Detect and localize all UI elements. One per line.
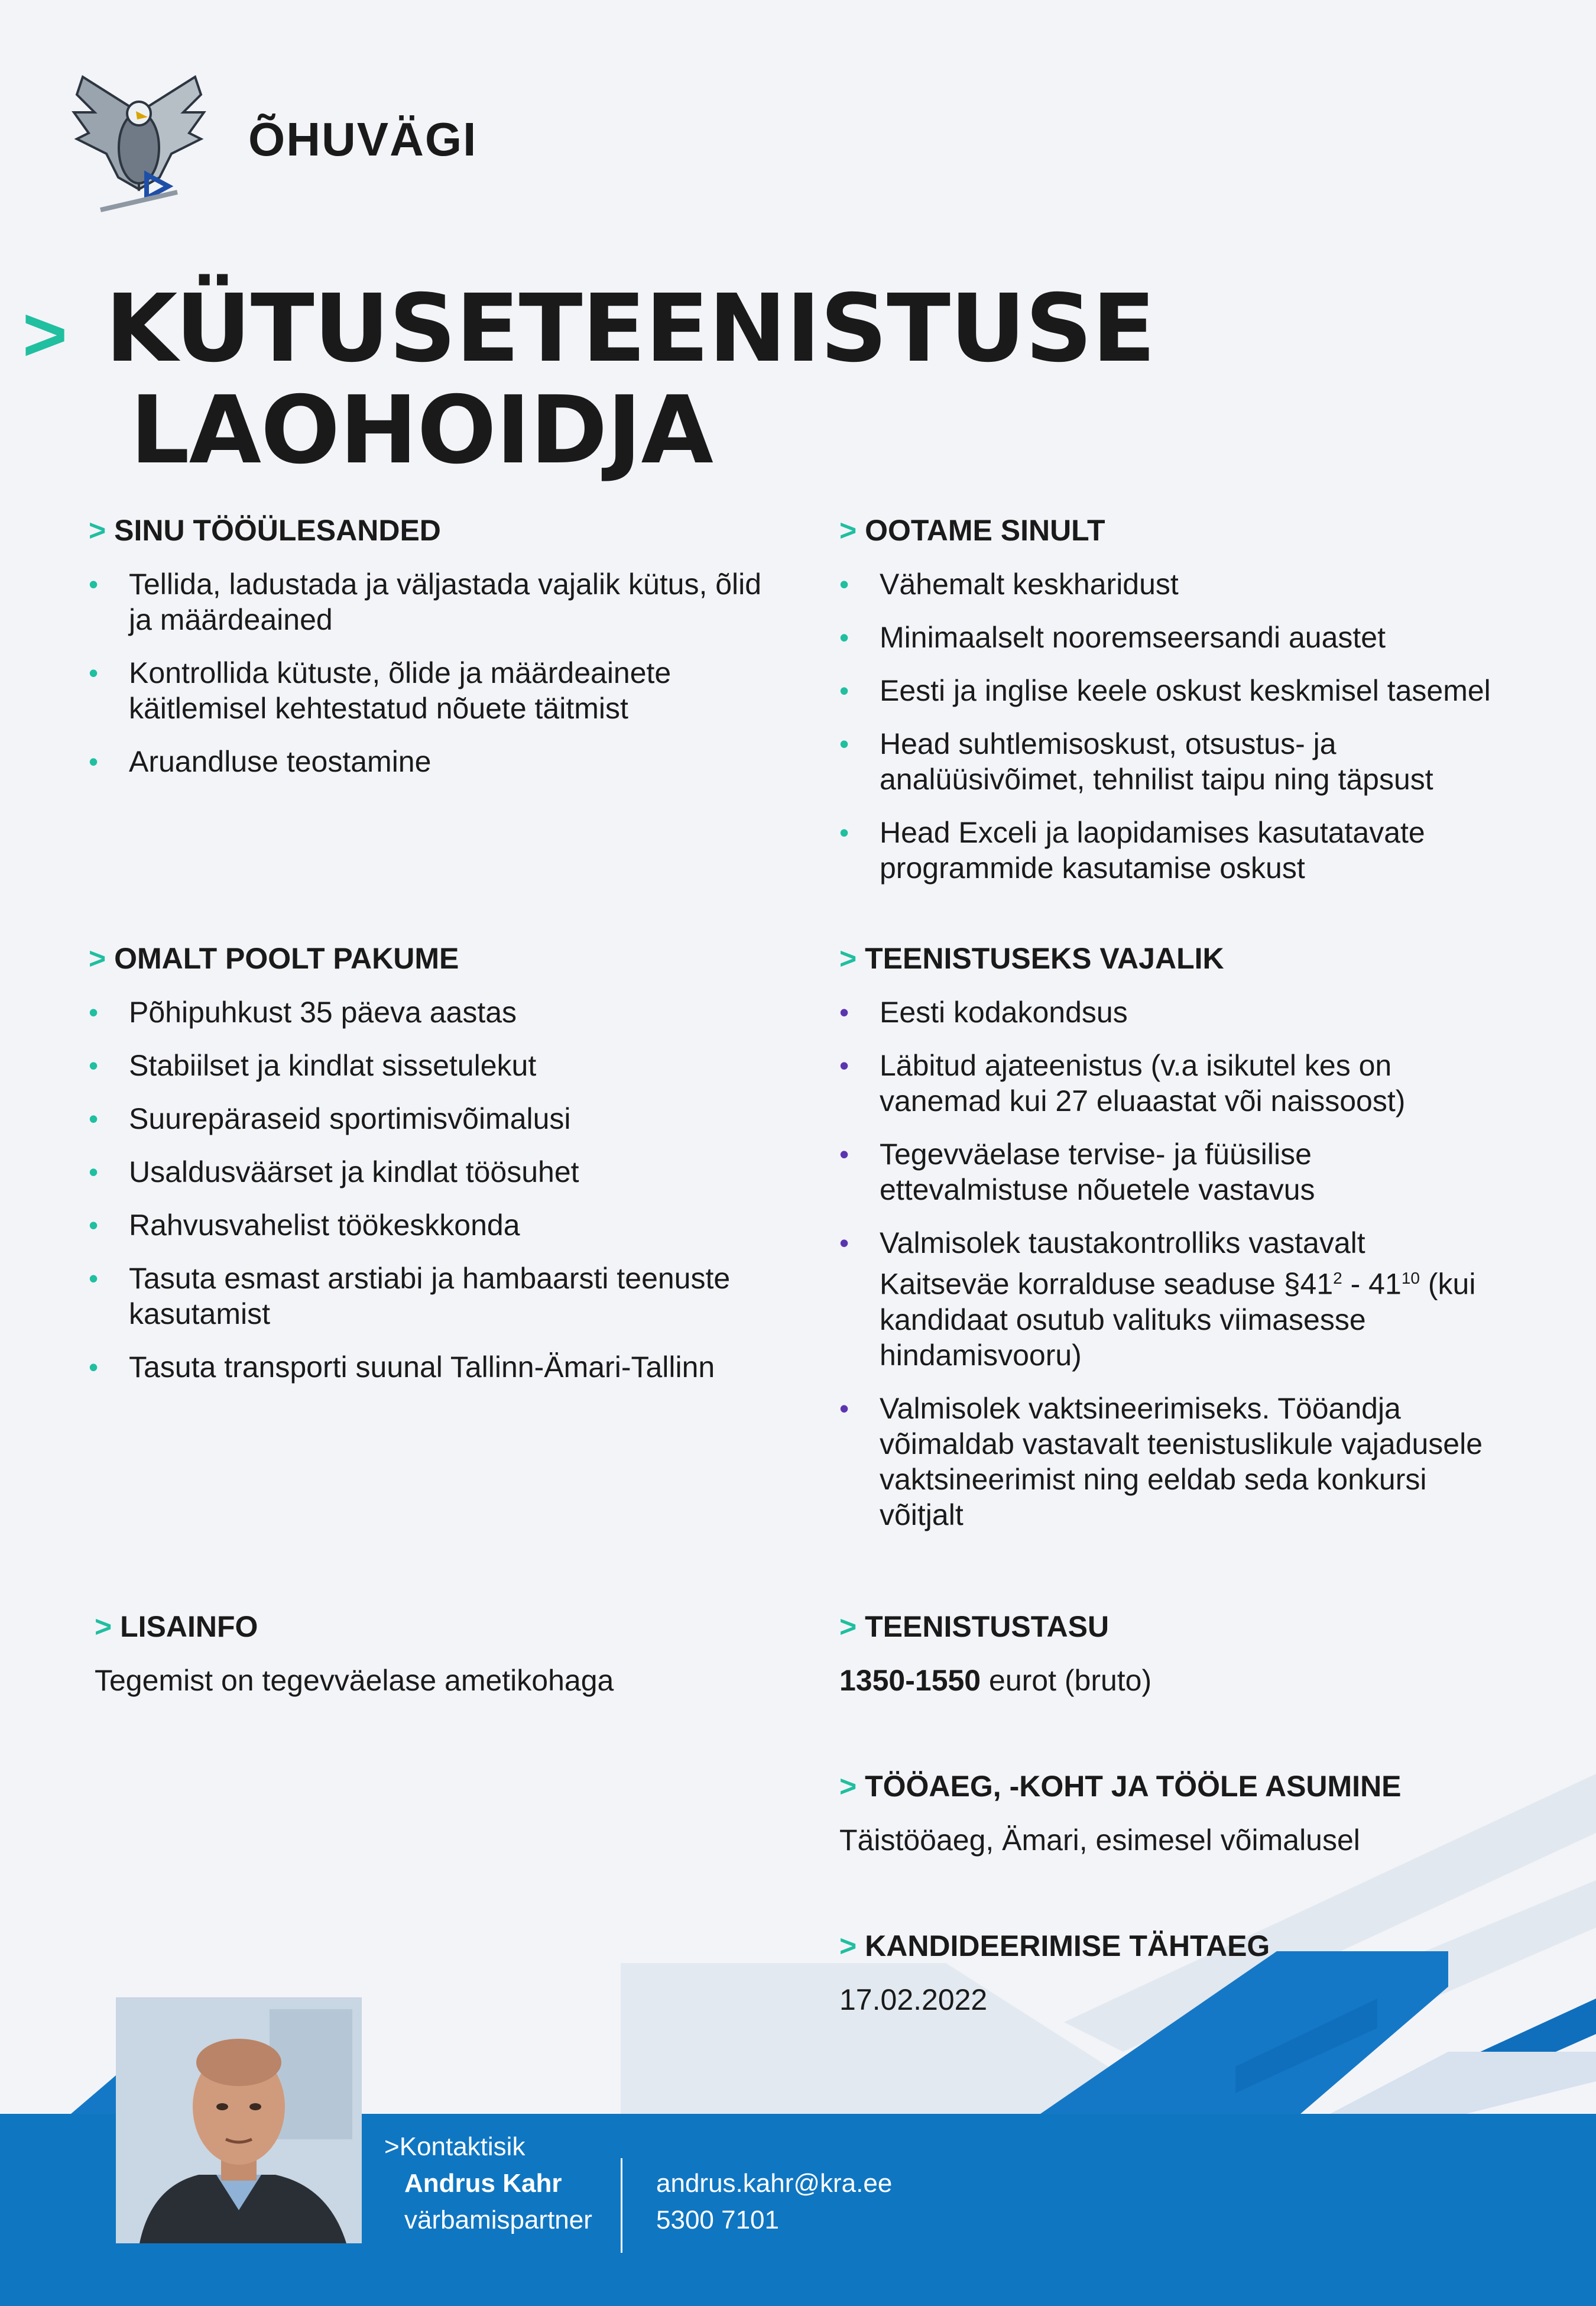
expect-list	[839, 566, 1501, 886]
list-item: • Head Exceli ja laopidamises kasutatavate programmide kasutamise oskust	[839, 815, 1501, 886]
contact-divider	[621, 2158, 622, 2253]
offer-list	[89, 995, 798, 1385]
list-item: • Põhipuhkust 35 päeva aastas	[89, 995, 798, 1030]
heading-marker: >	[839, 942, 857, 975]
contact-label: >Kontaktisik	[384, 2132, 525, 2161]
list-item: • Suurepäraseid sportimisvõimalusi	[89, 1101, 798, 1136]
superscript: 2	[1333, 1269, 1342, 1287]
list-item: • Tasuta transporti suunal Tallinn-Ämari-Tallinn	[89, 1349, 798, 1385]
contact-details	[656, 2165, 892, 2239]
contact-email[interactable]: andrus.kahr@kra.ee	[656, 2169, 893, 2198]
section-info	[95, 1609, 774, 1698]
heading-text: OOTAME SINULT	[865, 514, 1105, 547]
heading-text: SINU TÖÖÜLESANDED	[114, 514, 441, 547]
section-heading	[839, 1929, 1549, 1963]
bg-check-text: (kui kandidaat osutub valituks viimasesse hindamisvooru)	[880, 1267, 1476, 1372]
deadline-date: 17.02.2022	[839, 1983, 988, 2016]
section-heading	[95, 1609, 774, 1644]
heading-marker: >	[839, 1610, 857, 1643]
section-offer	[89, 941, 798, 1403]
worktime-text: Täistööaeg, Ämari, esimesel võimalusel	[839, 1824, 1360, 1857]
heading-marker: >	[839, 514, 857, 547]
section-heading	[839, 941, 1501, 976]
title-line-1: KÜTUSETEENISTUSE	[105, 274, 1156, 383]
heading-text: TEENISTUSTASU	[865, 1610, 1110, 1643]
section-heading	[89, 513, 768, 548]
heading-marker: >	[839, 1770, 857, 1803]
contact-block	[384, 2129, 592, 2239]
list-item: • Minimaalselt nooremseersandi auastet	[839, 620, 1501, 655]
section-salary	[839, 1609, 1501, 1698]
list-item-background-check	[839, 1225, 1501, 1373]
bg-check-text: Valmisolek taustakontrolliks vastavalt Kaitseväe korralduse seaduse §41	[880, 1226, 1365, 1301]
heading-marker: >	[839, 1929, 857, 1962]
section-expect	[839, 513, 1501, 903]
duties-list	[89, 566, 768, 779]
list-item: • Tellida, ladustada ja väljastada vajalik kütus, õlid ja määrdeained	[89, 566, 768, 637]
section-deadline	[839, 1929, 1549, 2017]
contact-person-photo-icon	[116, 1997, 362, 2243]
list-item: • Valmisolek vaktsineerimiseks. Tööandja võimaldab vastavalt teenistuslikule vajadusele vaktsineerimist ning eeldab seda konkursi võitjalt	[839, 1391, 1501, 1533]
heading-marker: >	[89, 942, 106, 975]
heading-marker: >	[95, 1610, 112, 1643]
list-item: • Head suhtlemisoskust, otsustus- ja analüüsivõimet, tehnilist taipu ning täpsust	[839, 726, 1501, 797]
list-item: • Rahvusvahelist töökeskkonda	[89, 1207, 798, 1243]
heading-text: TEENISTUSEKS VAJALIK	[865, 942, 1224, 975]
contact-role: värbamispartner	[404, 2205, 592, 2234]
section-heading	[839, 1769, 1549, 1803]
list-item: • Läbitud ajateenistus (v.a isikutel kes on vanemad kui 27 eluaastat või naissoost)	[839, 1048, 1501, 1119]
list-item: • Tasuta esmast arstiabi ja hambaarsti teenuste kasutamist	[89, 1261, 798, 1332]
section-required	[839, 941, 1501, 1550]
contact-phone[interactable]: 5300 7101	[656, 2205, 779, 2234]
section-duties	[89, 513, 768, 797]
heading-text: LISAINFO	[120, 1610, 258, 1643]
list-item: • Vähemalt keskharidust	[839, 566, 1501, 602]
brand-name: ÕHUVÄGI	[248, 113, 478, 166]
contact-name: Andrus Kahr	[404, 2169, 562, 2198]
salary-unit: eurot (bruto)	[981, 1664, 1152, 1697]
info-text: Tegemist on tegevväelase ametikohaga	[95, 1664, 614, 1697]
title-marker: >	[22, 291, 67, 377]
section-heading	[839, 1609, 1501, 1644]
list-item: • Aruandluse teostamine	[89, 744, 768, 779]
heading-text: KANDIDEERIMISE TÄHTAEG	[865, 1929, 1270, 1962]
list-item: • Kontrollida kütuste, õlide ja määrdeainete käitlemisel kehtestatud nõuete täitmist	[89, 655, 768, 726]
eagle-emblem-icon	[65, 71, 213, 225]
list-item: • Eesti ja inglise keele oskust keskmisel tasemel	[839, 673, 1501, 708]
list-item: • Tegevväelase tervise- ja füüsilise ettevalmistuse nõuetele vastavus	[839, 1136, 1501, 1207]
portrait-illustration	[116, 1997, 362, 2243]
required-list	[839, 995, 1501, 1533]
title-line-2: LAOHOIDJA	[130, 376, 713, 485]
bg-check-text: - 41	[1342, 1267, 1402, 1301]
salary-text	[839, 1663, 1501, 1698]
superscript: 10	[1401, 1269, 1420, 1287]
list-item: • Usaldusväärset ja kindlat töösuhet	[89, 1154, 798, 1190]
list-item: • Stabiilset ja kindlat sissetulekut	[89, 1048, 798, 1083]
section-heading	[89, 941, 798, 976]
section-heading	[839, 513, 1501, 548]
list-item: • Eesti kodakondsus	[839, 995, 1501, 1030]
section-worktime	[839, 1769, 1549, 1858]
heading-marker: >	[89, 514, 106, 547]
heading-text: OMALT POOLT PAKUME	[114, 942, 459, 975]
salary-amount: 1350-1550	[839, 1664, 981, 1697]
heading-text: TÖÖAEG, -KOHT JA TÖÖLE ASUMINE	[865, 1770, 1402, 1803]
page-title	[105, 274, 1156, 485]
